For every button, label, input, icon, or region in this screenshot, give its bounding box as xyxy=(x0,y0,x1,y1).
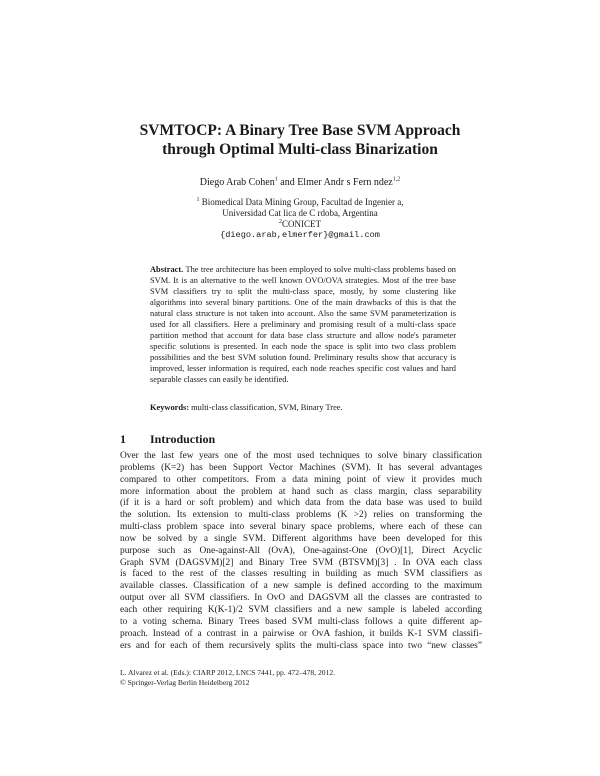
affiliation-2 xyxy=(100,219,500,230)
body-line: Over the last few years one of the most used techniques to solve binary classification xyxy=(120,451,482,461)
affiliation-1-line-1 xyxy=(100,197,500,208)
keywords xyxy=(150,403,456,412)
body-line: (if it is a hard or soft problem) and which data from the data base was used to build xyxy=(120,498,482,509)
section-heading xyxy=(120,432,215,447)
body-line: to a voting schema. Binary Trees based SVM multi-class follows a quite different ap- xyxy=(120,616,482,627)
affiliation-mark: 2 xyxy=(279,219,282,225)
body-line: the solution. Its extension to multi-class problems (K >2) relies on transforming the xyxy=(120,510,482,521)
keywords-label: Keywords: xyxy=(150,403,190,412)
author-name: Diego Arab Cohen xyxy=(199,177,275,188)
abstract xyxy=(150,264,456,386)
copyright-line: © Springer-Verlag Berlin Heidelberg 2012 xyxy=(120,678,250,687)
body-line: proach. Instead of a contrast in a pairwise or OvA fashion, it builds K-1 SVM classifi- xyxy=(120,628,482,639)
abstract-label: Abstract. xyxy=(150,265,184,274)
paper-title xyxy=(100,121,500,159)
affiliation-1-line-2: Universidad Cat lica de C rdoba, Argentina xyxy=(222,208,378,218)
affiliation-text: Biomedical Data Mining Group, Facultad de Ingenier a, xyxy=(201,197,404,207)
section-number: 1 xyxy=(120,432,126,446)
introduction-body xyxy=(120,451,482,652)
keywords-text: multi-class classification, SVM, Binary Tree. xyxy=(189,403,343,412)
section-title: Introduction xyxy=(150,432,216,446)
affiliations xyxy=(100,197,500,241)
title-line-1: SVMTOCP: A Binary Tree Base SVM Approach xyxy=(139,122,461,139)
affiliation-text: CONICET xyxy=(282,219,321,229)
body-line: compared to other competitors. From a data mining point of view it provides much xyxy=(120,474,482,485)
body-line: output over all SVM classifiers. In OvO and DAGSVM all the classes are contrasted to xyxy=(120,593,482,604)
body-line: now be solved by a single SVM. Different algorithms have been developed for this xyxy=(120,533,482,544)
body-line: Graph SVM (DAGSVM)[2] and Binary Tree SVM (BTSVM)[3] . In OVA each class xyxy=(120,557,482,568)
title-line-2: through Optimal Multi-class Binarization xyxy=(162,141,438,158)
citation-line: L. Alvarez et al. (Eds.): CIARP 2012, LNCS 7441, pp. 472–478, 2012. xyxy=(120,668,336,677)
body-line: each other requiring K(K-1)/2 SVM classifiers and a new sample is labeled according xyxy=(120,604,482,615)
author-affiliation-mark: 1 xyxy=(274,176,278,183)
body-line: multi-class problem space into several binary space problems, where each of these can xyxy=(120,522,482,533)
author-list xyxy=(100,177,500,188)
affiliation-mark: 1 xyxy=(196,197,200,203)
body-line: ers and for each of them recursively splits the multi-class space into two “new classes” xyxy=(120,640,482,651)
body-line: more information about the problem at hand such as class margin, class separability xyxy=(120,486,482,497)
body-line: is faced to the rest of the classes resulting in building as much SVM classifiers as xyxy=(120,569,482,580)
body-line: available classes. Classification of a new sample is defined according to the maximum xyxy=(120,581,482,592)
body-line: problems (K=2) has been Support Vector Machines (SVM). It has several advantages xyxy=(120,462,482,473)
author-name: Elmer Andr s Fern ndez xyxy=(297,177,393,188)
author-conjunction: and xyxy=(277,177,298,188)
body-line: purpose such as One-against-All (OvA), One-against-One (OvO)[1], Direct Acyclic xyxy=(120,545,482,556)
author-email: {diego.arab,elmerfer}@gmail.com xyxy=(220,230,380,240)
abstract-text: The tree architecture has been employed to solve multi-class problems based on SVM. It is an alternative to the well known OVO/OVA strategies. Most of the tree base SVM classifiers try to split the multi-class space, mostly, by some clustering like algorithms into several binary partitions. One of the main drawbacks of this is that the natural class structure is not taken into account. Also the same SVM parameterization is used for all classifiers. Here a preliminary and promising result of a multi-class space partition method that account for data base class structure and allow node's parameter specific solutions is presented. In each node the space is split into two class problem possibilities and the best SVM solution found. Preliminary results show that accuracy is improved, lesser information is required, each node reaches specific cost values and hard separable classes can easily be identified. xyxy=(150,265,456,385)
author-affiliation-mark: 1,2 xyxy=(392,176,401,183)
footer xyxy=(120,668,335,688)
